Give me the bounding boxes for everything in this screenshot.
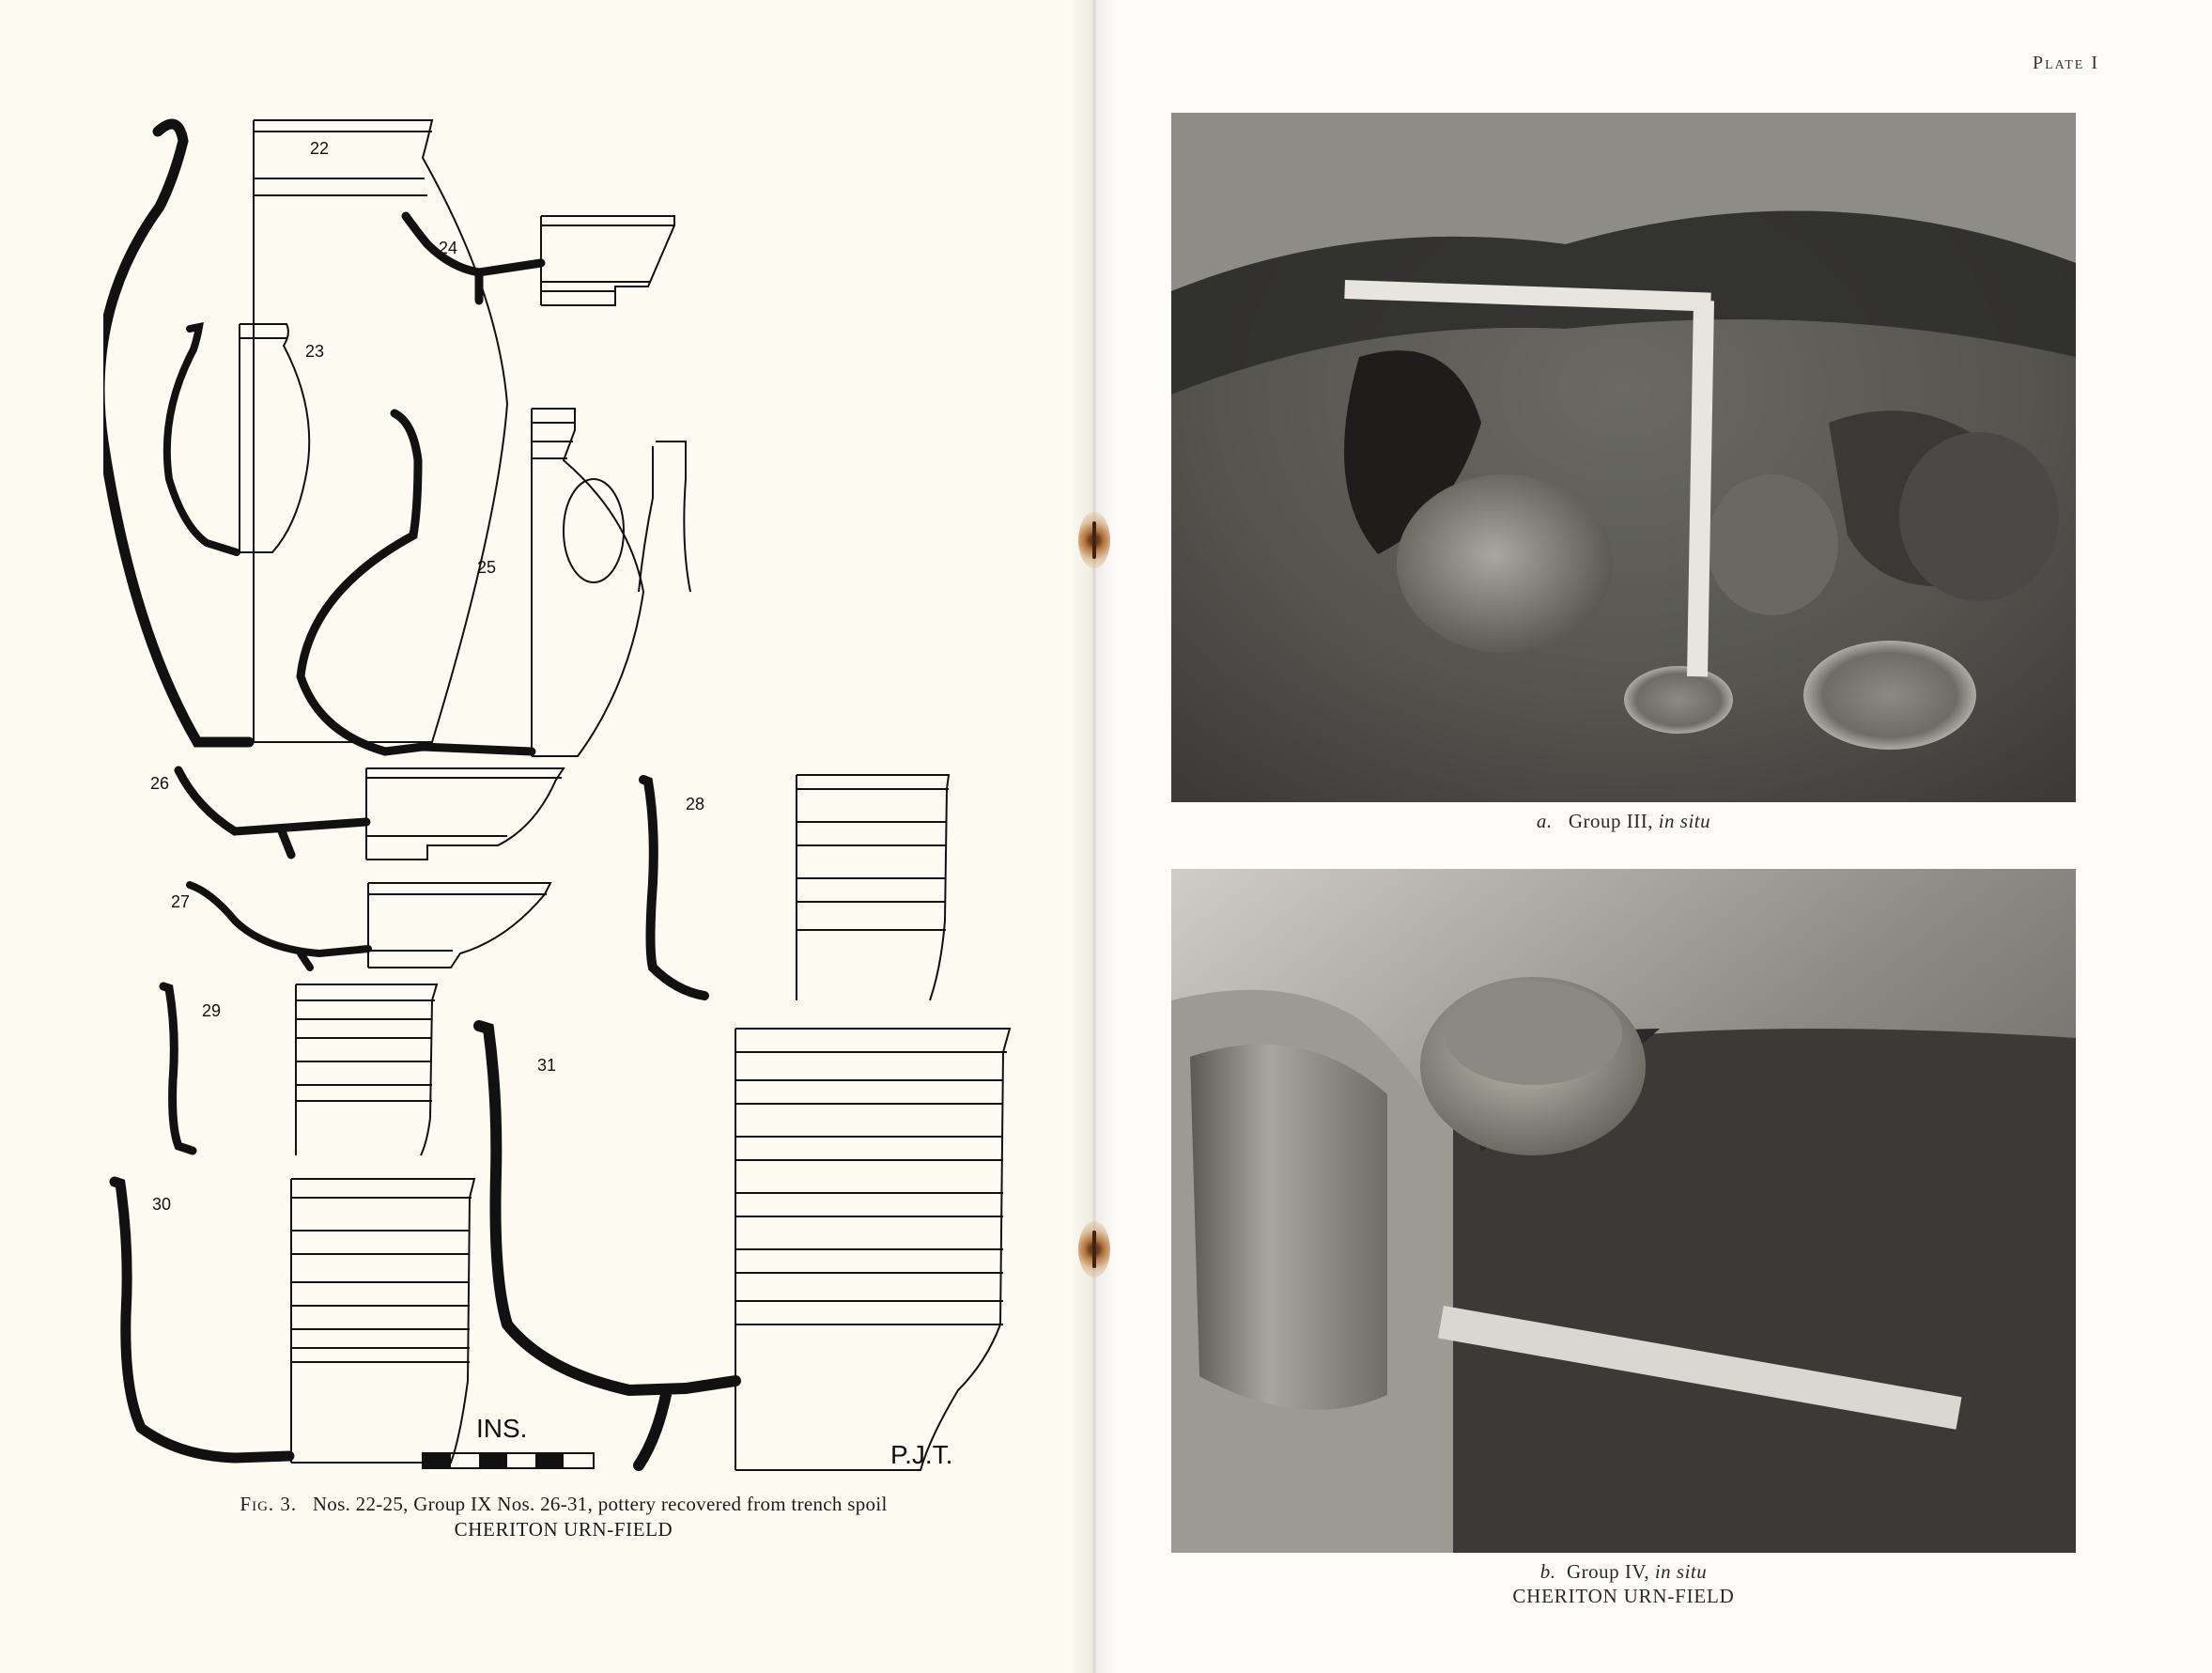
photo-a-in-situ: in situ <box>1658 810 1711 832</box>
left-page <box>0 0 1094 1673</box>
pottery-drawing-svg <box>103 103 1024 1475</box>
photo-b-group: Group IV, <box>1566 1560 1650 1583</box>
vessel-25 <box>301 409 690 756</box>
figure-caption-title: CHERITON URN-FIELD <box>454 1518 673 1541</box>
label-30: 30 <box>152 1195 172 1214</box>
photo-group-iv-image <box>1171 869 2076 1553</box>
staple-bottom <box>1078 1221 1110 1278</box>
illustrator-signature: P.J.T. <box>890 1440 953 1469</box>
photo-group-iv <box>1171 869 2076 1553</box>
photo-b-in-situ: in situ <box>1654 1560 1708 1583</box>
photo-a-group: Group III, <box>1568 810 1653 832</box>
staple-top <box>1078 512 1110 568</box>
plate-title: CHERITON URN-FIELD <box>1512 1585 1735 1607</box>
photo-a-caption <box>1171 810 2076 833</box>
label-25: 25 <box>477 558 497 577</box>
pottery-drawing-figure <box>103 103 1024 1475</box>
label-27: 27 <box>171 892 191 911</box>
figure-caption-text: Nos. 22-25, Group IX Nos. 26-31, pottery recovered from trench spoil <box>312 1493 888 1515</box>
vessel-31 <box>479 1026 1010 1470</box>
vessel-27 <box>190 883 550 968</box>
figure-label: Fig. 3. <box>240 1493 298 1515</box>
photo-a-letter: a. <box>1536 810 1553 832</box>
photo-group-iii-image <box>1171 113 2076 802</box>
label-23: 23 <box>305 342 325 361</box>
figure-caption <box>122 1492 1005 1542</box>
label-24: 24 <box>439 239 458 257</box>
vessel-30 <box>115 1179 474 1463</box>
book-gutter <box>1071 0 1118 1673</box>
vessel-24 <box>406 216 674 305</box>
photo-b-caption-line1 <box>1540 1560 1708 1583</box>
label-31: 31 <box>537 1056 557 1075</box>
plate-label: Plate I <box>2033 53 2099 73</box>
photo-b-caption <box>1171 1559 2076 1608</box>
vessel-23 <box>167 324 309 552</box>
label-28: 28 <box>686 795 705 813</box>
photo-group-iii <box>1171 113 2076 802</box>
scale-bar <box>423 1453 594 1468</box>
label-26: 26 <box>150 774 170 793</box>
label-22: 22 <box>310 139 330 158</box>
figure-caption-line1 <box>122 1492 1005 1517</box>
photo-b-letter: b. <box>1539 1560 1556 1583</box>
vessel-26 <box>178 768 564 860</box>
label-29: 29 <box>202 1001 222 1020</box>
scale-label: INS. <box>476 1414 528 1443</box>
